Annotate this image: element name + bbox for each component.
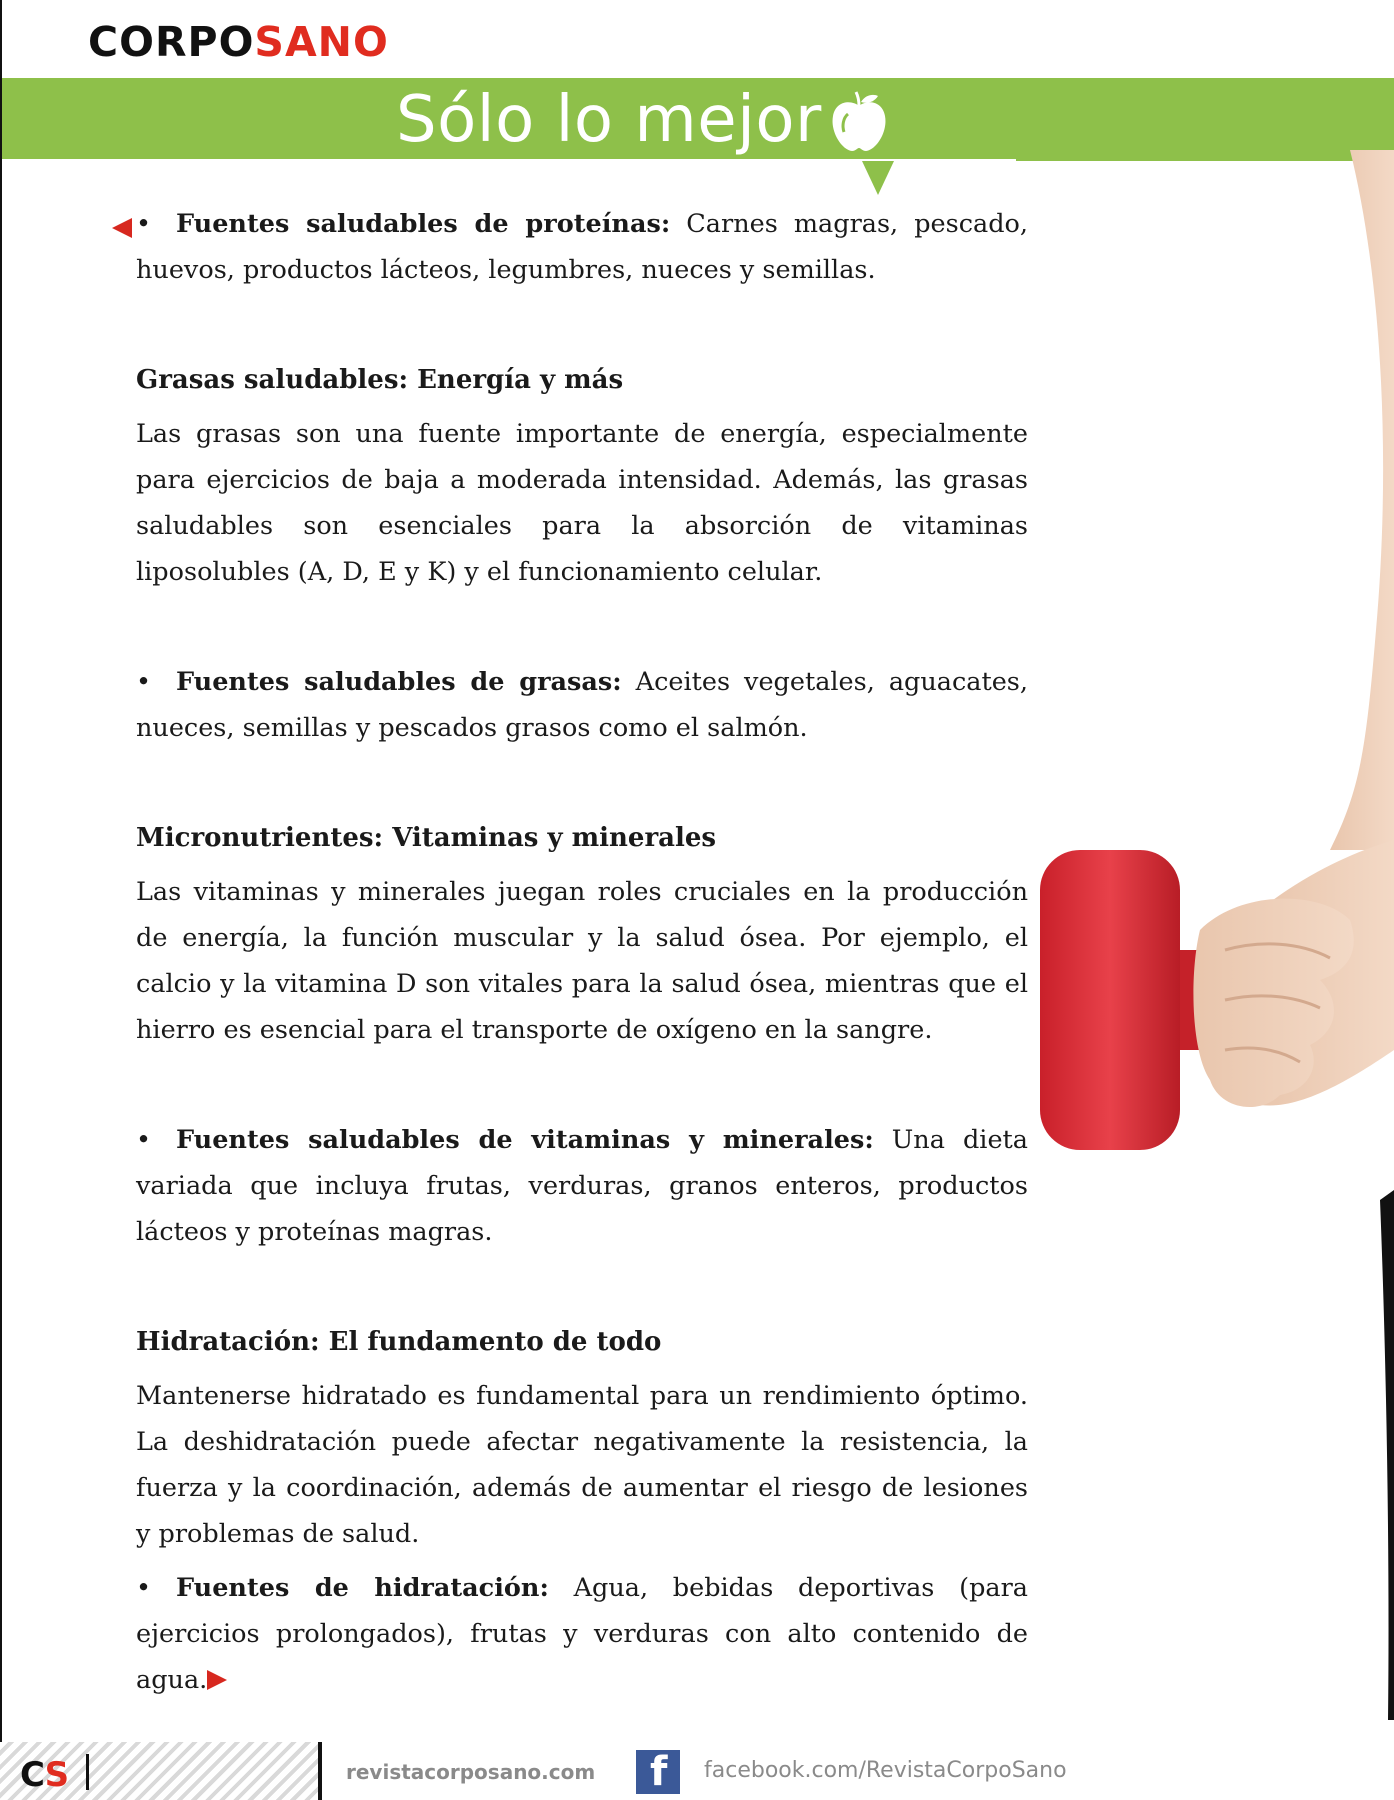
bullet-text: Agua, bebidas deportivas (para ejercicios prolongados), frutas y verduras con alto contenido de agua. (136, 1573, 1028, 1695)
website-link[interactable]: revistacorposano.com (346, 1760, 596, 1784)
footer-logo-divider (86, 1754, 89, 1790)
logo-text-corpo: CORPO (88, 18, 255, 66)
corposano-logo (88, 18, 389, 66)
page-left-rule (0, 0, 2, 1800)
dumbbell-arm-photo (1020, 150, 1394, 1720)
bullet-icon: • (136, 667, 152, 697)
bullet-text: Aceites vegetales, aguacates, nueces, semillas y pescados grasos como el salmón. (136, 667, 1028, 743)
apple-icon (828, 90, 890, 154)
bullet-proteins (136, 201, 1028, 293)
bullet-label: Fuentes saludables de proteínas: (176, 209, 671, 239)
facebook-icon[interactable]: f (636, 1750, 680, 1794)
bullet-icon: • (136, 1573, 152, 1603)
bullet-text: Carnes magras, pescado, huevos, productos lácteos, legumbres, nueces y semillas. (136, 209, 1028, 285)
section-heading: Grasas saludables: Energía y más (136, 365, 624, 395)
footer-divider (318, 1742, 322, 1800)
cs-footer-logo: CS (20, 1755, 69, 1795)
bullet-fats (136, 659, 1028, 751)
paragraph: Las grasas son una fuente importante de energía, especialmente para ejercicios de baja a moderada intensidad. Además, las grasas saludables son esenciales para la absorción de vitaminas liposolubles (A, D, E y K) y el funcionamiento celular. (136, 419, 1028, 587)
section-heading: Hidratación: El fundamento de todo (136, 1327, 662, 1357)
next-page-arrow-icon[interactable] (207, 1670, 227, 1690)
bullet-vitamins (136, 1117, 1028, 1255)
bullet-icon: • (136, 1125, 152, 1155)
page-footer (0, 1742, 1394, 1800)
bullet-icon: • (136, 209, 152, 239)
bullet-text: Una dieta variada que incluya frutas, verduras, granos enteros, productos lácteos y proteínas magras. (136, 1125, 1028, 1247)
paragraph: Mantenerse hidratado es fundamental para un rendimiento óptimo. La deshidratación puede afectar negativamente la resistencia, la fuerza y la coordinación, además de aumentar el riesgo de lesiones y problemas de salud. (136, 1381, 1028, 1549)
banner-pointer (862, 161, 894, 195)
section-heading: Micronutrientes: Vitaminas y minerales (136, 823, 717, 853)
bullet-label: Fuentes saludables de vitaminas y minerales: (176, 1125, 874, 1155)
facebook-link[interactable]: facebook.com/RevistaCorpoSano (704, 1758, 1067, 1783)
paragraph: Las vitaminas y minerales juegan roles cruciales en la producción de energía, la función muscular y la salud ósea. Por ejemplo, el calcio y la vitamina D son vitales para la salud ósea, mientras que el hierro es esencial para el transporte de oxígeno en la sangre. (136, 877, 1028, 1045)
logo-text-sano: SANO (254, 18, 389, 66)
bullet-label: Fuentes saludables de grasas: (176, 667, 622, 697)
bullet-hydration (136, 1565, 1028, 1703)
bullet-label: Fuentes de hidratación: (176, 1573, 549, 1603)
section-title: Sólo lo mejor (396, 83, 822, 157)
previous-page-arrow-icon[interactable] (112, 218, 132, 238)
article-body (136, 201, 1028, 1703)
